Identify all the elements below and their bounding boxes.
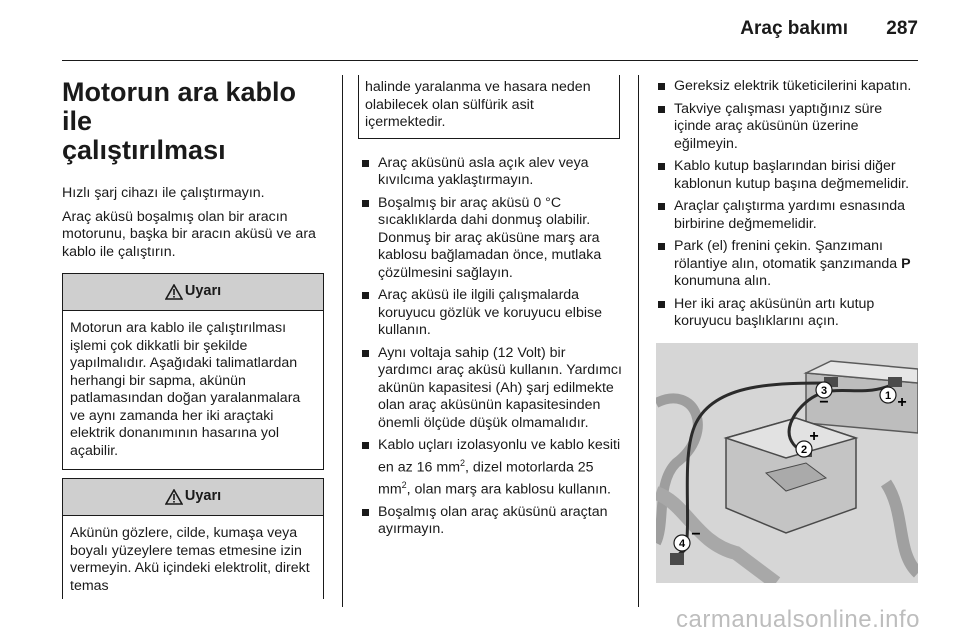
warning-box-2	[62, 478, 324, 599]
column-3	[656, 78, 918, 583]
bullet-square-icon	[658, 163, 665, 170]
column-1	[62, 78, 324, 599]
bullet-square-icon	[658, 106, 665, 113]
warning-label-2: Uyarı	[184, 488, 222, 505]
warning-icon	[165, 489, 183, 505]
warning-continued-box	[358, 75, 620, 139]
figure-label-4: 4	[678, 537, 686, 550]
list-item: Aynı voltaja sahip (12 Volt) bir yardımcı araç aküsü kullanın. Yardımcı akünün kapasitesi (Ah) şarj edilmekte olan araç aküsünün kapasitesinden önemli ölçüde düşük olmamalıdır.	[360, 345, 622, 433]
bullet-square-icon	[658, 301, 665, 308]
list-item: Park (el) frenini çekin. Şanzımanı rölantiye alın, otomatik şanzımanda P konumuna alın.	[656, 238, 918, 291]
page-number: 287	[886, 18, 918, 39]
figure-label-2: 2	[800, 443, 808, 456]
list-item: Araç aküsü ile ilgili çalışmalarda koruyucu gözlük ve koruyucu elbise kullanın.	[360, 287, 622, 340]
paragraph-1: Hızlı şarj cihazı ile çalıştırmayın.	[62, 185, 265, 201]
watermark: carmanualsonline.info	[676, 606, 920, 633]
warning-header-2	[63, 479, 323, 516]
engine-bay-drawing	[656, 343, 918, 583]
plus-sign-2: +	[809, 427, 819, 445]
list-item: Kablo uçları izolasyonlu ve kablo kesiti en az 16 $mm^2$, dizel motorlarda 25 $mm^2$, olan marş ara kablosu kullanın.	[360, 437, 622, 499]
list-item: Her iki araç aküsünün artı kutup koruyucu başlıklarını açın.	[656, 296, 918, 331]
section-title	[62, 78, 324, 165]
list-item: Boşalmış olan araç aküsünü araçtan ayırmayın.	[360, 504, 622, 539]
bullet-square-icon	[362, 350, 369, 357]
list-item: Gereksiz elektrik tüketicilerini kapatın.	[656, 78, 918, 96]
jump-start-illustration	[656, 343, 918, 583]
bullet-square-icon	[362, 292, 369, 299]
minus-sign-2: −	[691, 525, 701, 543]
figure-label-1: 1	[884, 389, 892, 402]
bullet-square-icon	[362, 509, 369, 516]
figure-label-3: 3	[820, 384, 828, 397]
minus-sign-1: −	[819, 393, 829, 411]
precaution-list	[360, 155, 622, 539]
column-divider-2	[638, 75, 639, 607]
column-divider-1	[342, 75, 343, 607]
list-item: Boşalmış bir araç aküsü 0 °C sıcaklıklarda dahi donmuş olabilir. Donmuş bir araç aküsüne marş ara kablosu bağlamadan önce, mutlaka çözülmesini sağlayın.	[360, 195, 622, 283]
warning-text-2: Akünün gözlere, cilde, kumaşa veya boyalı yüzeylere temas etmesine izin vermeyin. Akü içindeki elektrolit, direkt temas	[70, 525, 310, 594]
section-title-line1: Motorun ara kablo ile	[62, 77, 297, 136]
warning-header-1	[63, 274, 323, 311]
warning-box-1	[62, 273, 324, 470]
header-rule	[62, 60, 918, 61]
bullet-square-icon	[658, 203, 665, 210]
warning-icon	[165, 284, 183, 300]
bullet-square-icon	[362, 160, 369, 167]
bullet-square-icon	[658, 83, 665, 90]
plus-sign-1: +	[897, 393, 907, 411]
header-title: Araç bakımı	[740, 18, 848, 39]
bullet-square-icon	[362, 200, 369, 207]
bullet-square-icon	[658, 243, 665, 250]
column-2	[360, 78, 622, 544]
procedure-list	[656, 78, 918, 331]
list-item: Kablo kutup başlarından birisi diğer kablonun kutup başına değmemelidir.	[656, 158, 918, 193]
paragraph-2: Araç aküsü boşalmış olan bir aracın motorunu, başka bir aracın aküsü ve ara kablo ile çalıştırın.	[62, 208, 316, 260]
bullet-square-icon	[362, 442, 369, 449]
list-item: Araç aküsünü asla açık alev veya kıvılcıma yaklaştırmayın.	[360, 155, 622, 190]
warning-continued-text: halinde yaralanma ve hasara neden olabilecek olan sülfürik asit içermektedir.	[365, 79, 591, 130]
section-title-line2: çalıştırılması	[62, 135, 226, 165]
list-item: Araçlar çalıştırma yardımı esnasında birbirine değmemelidir.	[656, 198, 918, 233]
warning-label-1: Uyarı	[184, 283, 222, 300]
warning-text-1: Motorun ara kablo ile çalıştırılması işlemi çok dikkatli bir şekilde yapılmalıdır. Aşağıdaki talimatlardan herhangi bir sapma, akünün patlamasından doğan yaralanmalara ve aynı zamanda her iki araçtaki elektrik donanımının hasarına yol açabilir.	[70, 320, 301, 459]
list-item: Takviye çalışması yaptığınız süre içinde araç aküsünün üzerine eğilmeyin.	[656, 101, 918, 154]
